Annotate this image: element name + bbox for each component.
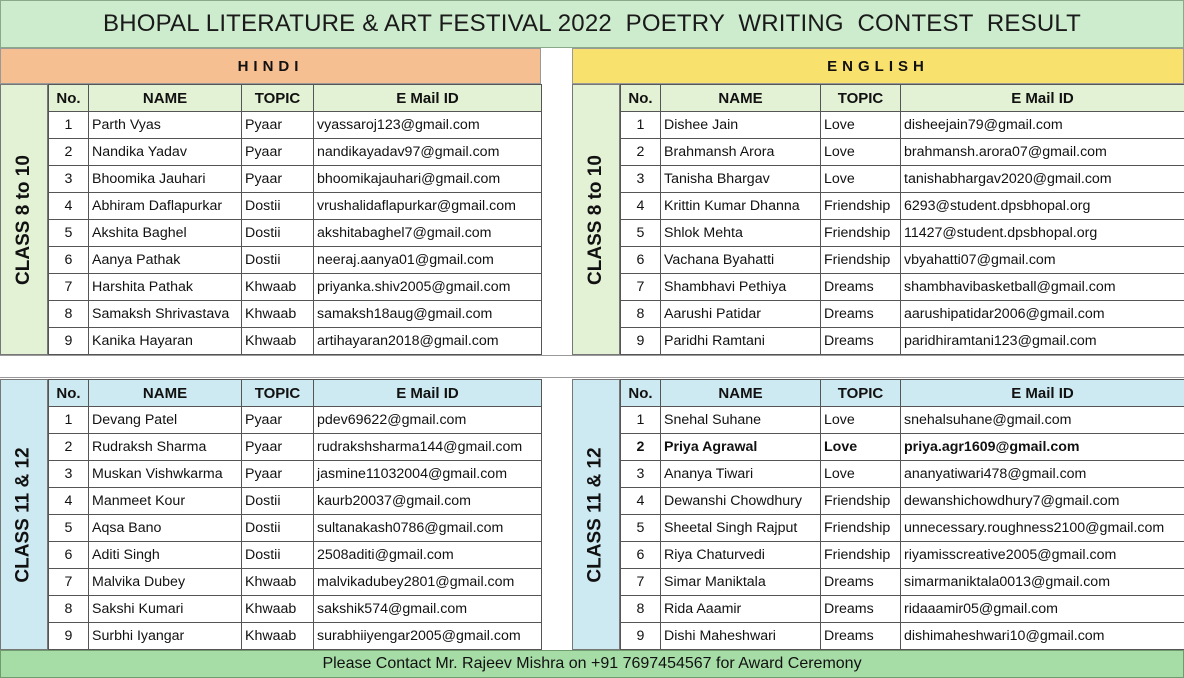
cell-no: 3 — [49, 166, 89, 193]
cell-email: priya.agr1609@gmail.com — [901, 434, 1184, 461]
table-row — [49, 461, 542, 488]
cell-no: 5 — [49, 515, 89, 542]
cell-no: 1 — [621, 407, 661, 434]
header-no: No. — [621, 380, 661, 407]
cell-topic: Pyaar — [242, 139, 314, 166]
cell-email: malvikadubey2801@gmail.com — [314, 569, 542, 596]
cell-email: artihayaran2018@gmail.com — [314, 328, 542, 355]
cell-name: Sheetal Singh Rajput — [661, 515, 821, 542]
cell-email: ananyatiwari478@gmail.com — [901, 461, 1184, 488]
cell-email: kaurb20037@gmail.com — [314, 488, 542, 515]
table-header-row — [621, 85, 1184, 112]
cell-topic: Khwaab — [242, 328, 314, 355]
table-row — [621, 542, 1184, 569]
cell-email: sultanakash0786@gmail.com — [314, 515, 542, 542]
english-senior-table — [620, 379, 1184, 650]
cell-topic: Dostii — [242, 193, 314, 220]
cell-name: Brahmansh Arora — [661, 139, 821, 166]
cell-topic: Dostii — [242, 488, 314, 515]
cell-email: vrushalidaflapurkar@gmail.com — [314, 193, 542, 220]
cell-topic: Dreams — [821, 328, 901, 355]
cell-name: Akshita Baghel — [89, 220, 242, 247]
cell-topic: Dostii — [242, 542, 314, 569]
table-row — [621, 328, 1184, 355]
cell-no: 3 — [621, 166, 661, 193]
header-topic: TOPIC — [242, 380, 314, 407]
cell-name: Harshita Pathak — [89, 274, 242, 301]
cell-email: 2508aditi@gmail.com — [314, 542, 542, 569]
hindi-junior-table — [48, 84, 542, 355]
cell-topic: Friendship — [821, 247, 901, 274]
cell-email: priyanka.shiv2005@gmail.com — [314, 274, 542, 301]
table-row — [49, 328, 542, 355]
cell-topic: Dostii — [242, 247, 314, 274]
cell-name: Bhoomika Jauhari — [89, 166, 242, 193]
cell-name: Rudraksh Sharma — [89, 434, 242, 461]
table-row — [49, 623, 542, 650]
cell-no: 4 — [621, 488, 661, 515]
cell-name: Devang Patel — [89, 407, 242, 434]
table-row — [49, 166, 542, 193]
cell-email: pdev69622@gmail.com — [314, 407, 542, 434]
cell-no: 8 — [49, 596, 89, 623]
class-label-senior: CLASS 11 & 12 — [0, 379, 48, 650]
header-topic: TOPIC — [821, 85, 901, 112]
cell-name: Aqsa Bano — [89, 515, 242, 542]
class-label-senior: CLASS 11 & 12 — [572, 379, 620, 650]
cell-name: Manmeet Kour — [89, 488, 242, 515]
table-row — [49, 488, 542, 515]
cell-no: 5 — [621, 515, 661, 542]
header-email: E Mail ID — [901, 85, 1184, 112]
cell-name: Parth Vyas — [89, 112, 242, 139]
cell-name: Sakshi Kumari — [89, 596, 242, 623]
cell-topic: Khwaab — [242, 623, 314, 650]
cell-name: Surbhi Iyangar — [89, 623, 242, 650]
section-divider — [0, 355, 1184, 378]
cell-name: Vachana Byahatti — [661, 247, 821, 274]
english-junior-table — [620, 84, 1184, 355]
cell-topic: Friendship — [821, 542, 901, 569]
table-row — [621, 220, 1184, 247]
header-no: No. — [621, 85, 661, 112]
cell-email: 11427@student.dpsbhopal.org — [901, 220, 1184, 247]
cell-topic: Dostii — [242, 220, 314, 247]
cell-topic: Friendship — [821, 488, 901, 515]
cell-email: shambhavibasketball@gmail.com — [901, 274, 1184, 301]
cell-no: 1 — [621, 112, 661, 139]
cell-topic: Khwaab — [242, 596, 314, 623]
cell-no: 1 — [49, 112, 89, 139]
header-name: NAME — [661, 380, 821, 407]
hindi-junior-block — [0, 84, 541, 355]
cell-email: disheejain79@gmail.com — [901, 112, 1184, 139]
cell-email: riyamisscreative2005@gmail.com — [901, 542, 1184, 569]
table-row — [49, 247, 542, 274]
cell-email: vyassaroj123@gmail.com — [314, 112, 542, 139]
cell-topic: Dreams — [821, 301, 901, 328]
cell-topic: Friendship — [821, 515, 901, 542]
cell-name: Dewanshi Chowdhury — [661, 488, 821, 515]
cell-topic: Pyaar — [242, 434, 314, 461]
table-row — [49, 542, 542, 569]
cell-no: 6 — [621, 247, 661, 274]
cell-name: Shambhavi Pethiya — [661, 274, 821, 301]
cell-topic: Love — [821, 461, 901, 488]
header-name: NAME — [661, 85, 821, 112]
english-senior-block — [572, 379, 1184, 650]
cell-no: 6 — [621, 542, 661, 569]
cell-no: 8 — [621, 301, 661, 328]
table-row — [49, 193, 542, 220]
header-name: NAME — [89, 85, 242, 112]
table-row — [49, 112, 542, 139]
cell-name: Abhiram Daflapurkar — [89, 193, 242, 220]
table-row — [49, 596, 542, 623]
cell-no: 7 — [49, 569, 89, 596]
cell-email: ridaaamir05@gmail.com — [901, 596, 1184, 623]
cell-no: 7 — [621, 274, 661, 301]
cell-no: 3 — [621, 461, 661, 488]
cell-topic: Love — [821, 166, 901, 193]
cell-topic: Pyaar — [242, 407, 314, 434]
cell-name: Dishi Maheshwari — [661, 623, 821, 650]
table-row — [49, 407, 542, 434]
cell-no: 9 — [621, 328, 661, 355]
english-junior-block — [572, 84, 1184, 355]
cell-no: 2 — [49, 434, 89, 461]
cell-topic: Dreams — [821, 596, 901, 623]
cell-email: nandikayadav97@gmail.com — [314, 139, 542, 166]
cell-name: Kanika Hayaran — [89, 328, 242, 355]
table-header-row — [49, 85, 542, 112]
header-no: No. — [49, 85, 89, 112]
cell-name: Snehal Suhane — [661, 407, 821, 434]
header-no: No. — [49, 380, 89, 407]
table-row — [621, 407, 1184, 434]
cell-email: surabhiiyengar2005@gmail.com — [314, 623, 542, 650]
cell-no: 9 — [621, 623, 661, 650]
table-row — [621, 112, 1184, 139]
cell-email: bhoomikajauhari@gmail.com — [314, 166, 542, 193]
table-row — [621, 569, 1184, 596]
cell-email: jasmine11032004@gmail.com — [314, 461, 542, 488]
cell-name: Muskan Vishwkarma — [89, 461, 242, 488]
cell-name: Krittin Kumar Dhanna — [661, 193, 821, 220]
table-row — [621, 166, 1184, 193]
cell-email: tanishabhargav2020@gmail.com — [901, 166, 1184, 193]
cell-topic: Pyaar — [242, 166, 314, 193]
table-row — [49, 274, 542, 301]
cell-name: Simar Maniktala — [661, 569, 821, 596]
cell-email: unnecessary.roughness2100@gmail.com — [901, 515, 1184, 542]
table-row — [621, 515, 1184, 542]
cell-name: Riya Chaturvedi — [661, 542, 821, 569]
cell-name: Samaksh Shrivastava — [89, 301, 242, 328]
cell-topic: Friendship — [821, 220, 901, 247]
table-row — [621, 488, 1184, 515]
cell-name: Nandika Yadav — [89, 139, 242, 166]
table-row — [49, 515, 542, 542]
cell-email: vbyahatti07@gmail.com — [901, 247, 1184, 274]
table-row — [621, 274, 1184, 301]
cell-email: aarushipatidar2006@gmail.com — [901, 301, 1184, 328]
cell-topic: Dreams — [821, 569, 901, 596]
cell-email: paridhiramtani123@gmail.com — [901, 328, 1184, 355]
cell-email: dewanshichowdhury7@gmail.com — [901, 488, 1184, 515]
cell-no: 5 — [49, 220, 89, 247]
header-name: NAME — [89, 380, 242, 407]
header-email: E Mail ID — [314, 85, 542, 112]
cell-topic: Pyaar — [242, 112, 314, 139]
cell-email: snehalsuhane@gmail.com — [901, 407, 1184, 434]
header-email: E Mail ID — [314, 380, 542, 407]
table-row — [49, 220, 542, 247]
footer-contact-note: Please Contact Mr. Rajeev Mishra on +91 7697454567 for Award Ceremony — [0, 650, 1184, 678]
table-row — [49, 569, 542, 596]
table-row — [621, 301, 1184, 328]
cell-name: Malvika Dubey — [89, 569, 242, 596]
cell-name: Tanisha Bhargav — [661, 166, 821, 193]
cell-email: simarmaniktala0013@gmail.com — [901, 569, 1184, 596]
cell-no: 9 — [49, 623, 89, 650]
cell-name: Dishee Jain — [661, 112, 821, 139]
table-row — [621, 461, 1184, 488]
table-row — [49, 434, 542, 461]
table-row — [621, 623, 1184, 650]
header-topic: TOPIC — [242, 85, 314, 112]
cell-no: 8 — [621, 596, 661, 623]
table-header-row — [621, 380, 1184, 407]
cell-topic: Love — [821, 112, 901, 139]
cell-topic: Love — [821, 139, 901, 166]
table-row — [621, 247, 1184, 274]
cell-no: 2 — [621, 434, 661, 461]
cell-no: 9 — [49, 328, 89, 355]
cell-topic: Khwaab — [242, 301, 314, 328]
table-row — [621, 139, 1184, 166]
cell-no: 4 — [49, 488, 89, 515]
table-row — [621, 434, 1184, 461]
cell-topic: Love — [821, 434, 901, 461]
table-row — [49, 301, 542, 328]
cell-no: 3 — [49, 461, 89, 488]
cell-no: 7 — [49, 274, 89, 301]
cell-name: Shlok Mehta — [661, 220, 821, 247]
english-section-header: ENGLISH — [572, 48, 1184, 84]
cell-no: 2 — [49, 139, 89, 166]
cell-topic: Khwaab — [242, 569, 314, 596]
cell-email: sakshik574@gmail.com — [314, 596, 542, 623]
table-header-row — [49, 380, 542, 407]
cell-no: 6 — [49, 542, 89, 569]
cell-no: 8 — [49, 301, 89, 328]
cell-no: 2 — [621, 139, 661, 166]
cell-name: Rida Aaamir — [661, 596, 821, 623]
cell-no: 5 — [621, 220, 661, 247]
hindi-senior-block — [0, 379, 541, 650]
cell-topic: Friendship — [821, 193, 901, 220]
cell-no: 7 — [621, 569, 661, 596]
cell-email: rudrakshsharma144@gmail.com — [314, 434, 542, 461]
table-row — [621, 193, 1184, 220]
cell-no: 1 — [49, 407, 89, 434]
cell-email: akshitabaghel7@gmail.com — [314, 220, 542, 247]
cell-name: Priya Agrawal — [661, 434, 821, 461]
page-title: BHOPAL LITERATURE & ART FESTIVAL 2022 POETRY WRITING CONTEST RESULT — [0, 0, 1184, 48]
cell-topic: Dostii — [242, 515, 314, 542]
cell-email: brahmansh.arora07@gmail.com — [901, 139, 1184, 166]
cell-name: Paridhi Ramtani — [661, 328, 821, 355]
cell-name: Aditi Singh — [89, 542, 242, 569]
cell-name: Aanya Pathak — [89, 247, 242, 274]
cell-topic: Dreams — [821, 623, 901, 650]
cell-name: Aarushi Patidar — [661, 301, 821, 328]
cell-topic: Khwaab — [242, 274, 314, 301]
cell-email: 6293@student.dpsbhopal.org — [901, 193, 1184, 220]
cell-topic: Pyaar — [242, 461, 314, 488]
cell-email: neeraj.aanya01@gmail.com — [314, 247, 542, 274]
cell-no: 4 — [621, 193, 661, 220]
class-label-junior: CLASS 8 to 10 — [572, 84, 620, 355]
class-label-junior: CLASS 8 to 10 — [0, 84, 48, 355]
cell-email: dishimaheshwari10@gmail.com — [901, 623, 1184, 650]
hindi-senior-table — [48, 379, 542, 650]
cell-topic: Dreams — [821, 274, 901, 301]
cell-name: Ananya Tiwari — [661, 461, 821, 488]
hindi-section-header: HINDI — [0, 48, 541, 84]
header-email: E Mail ID — [901, 380, 1184, 407]
table-row — [49, 139, 542, 166]
cell-email: samaksh18aug@gmail.com — [314, 301, 542, 328]
header-topic: TOPIC — [821, 380, 901, 407]
cell-no: 6 — [49, 247, 89, 274]
table-row — [621, 596, 1184, 623]
cell-no: 4 — [49, 193, 89, 220]
cell-topic: Love — [821, 407, 901, 434]
